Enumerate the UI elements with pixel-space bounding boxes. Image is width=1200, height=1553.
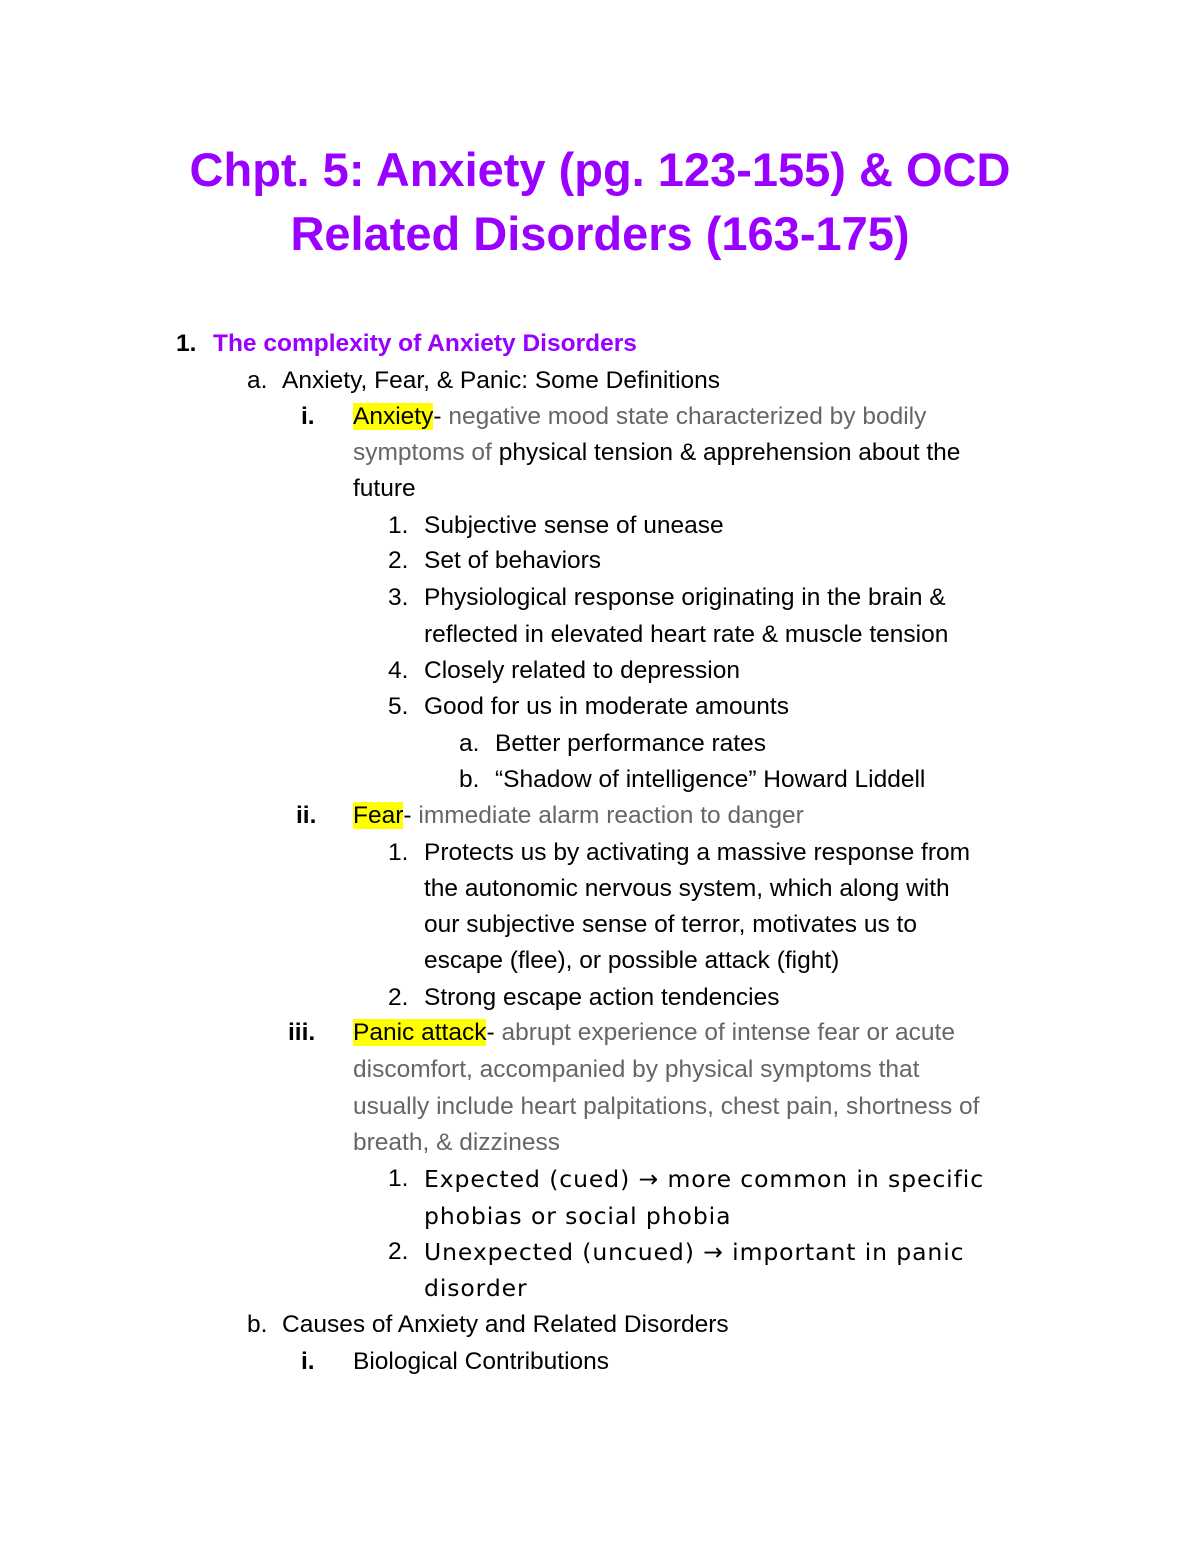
list-item-text-cont: reflected in elevated heart rate & muscle tension bbox=[424, 621, 949, 648]
list-marker: a. bbox=[459, 730, 480, 757]
list-item-text: Physiological response originating in the brain & bbox=[424, 584, 946, 611]
list-item-text: Biological Contributions bbox=[353, 1348, 610, 1375]
list-item-text: Unexpected (uncued) → important in panic bbox=[424, 1238, 965, 1266]
title-line-2: Related Disorders (163-175) bbox=[290, 207, 910, 260]
page-title bbox=[100, 138, 1100, 266]
list-item-text: Subjective sense of unease bbox=[424, 512, 724, 539]
definition-text: immediate alarm reaction to danger bbox=[411, 802, 804, 829]
definition-text: abrupt experience of intense fear or acute bbox=[494, 1019, 955, 1046]
list-item-text: Closely related to depression bbox=[424, 657, 740, 684]
list-item-text-cont: disorder bbox=[424, 1274, 528, 1302]
highlighted-term: Panic attack bbox=[353, 1019, 487, 1046]
list-marker: 4. bbox=[388, 657, 409, 684]
subsection-heading: Anxiety, Fear, & Panic: Some Definitions bbox=[282, 367, 721, 394]
list-marker: 2. bbox=[388, 1238, 409, 1265]
list-marker: i. bbox=[301, 403, 315, 430]
list-item-text-cont: escape (flee), or possible attack (fight) bbox=[424, 947, 840, 974]
list-item-text-cont: the autonomic nervous system, which along with bbox=[424, 875, 950, 902]
list-item-text: “Shadow of intelligence” Howard Liddell bbox=[495, 766, 926, 793]
title-line-1: Chpt. 5: Anxiety (pg. 123-155) & OCD bbox=[189, 143, 1011, 196]
list-marker: 3. bbox=[388, 584, 409, 611]
list-marker: b. bbox=[247, 1311, 268, 1338]
list-marker: 2. bbox=[388, 547, 409, 574]
highlighted-term: Anxiety bbox=[353, 403, 434, 430]
term-separator: - bbox=[486, 1019, 495, 1046]
definition-anxiety-cont: future bbox=[353, 475, 416, 502]
list-item-text: Set of behaviors bbox=[424, 547, 602, 574]
definition-text: physical tension & apprehension about the bbox=[498, 439, 961, 466]
term-separator: - bbox=[433, 403, 442, 430]
list-marker: i. bbox=[301, 1348, 315, 1375]
list-marker: iii. bbox=[288, 1019, 316, 1046]
list-item-text: Expected (cued) → more common in specific bbox=[424, 1165, 985, 1193]
list-item-text-cont: phobias or social phobia bbox=[424, 1202, 732, 1230]
list-marker: ii. bbox=[296, 802, 317, 829]
list-marker: 1. bbox=[388, 1165, 409, 1192]
list-marker: 1. bbox=[388, 839, 409, 866]
definition-text: symptoms of bbox=[353, 439, 499, 466]
term-separator: - bbox=[403, 802, 412, 829]
definition-anxiety-cont bbox=[353, 435, 960, 472]
list-marker: 2. bbox=[388, 984, 409, 1011]
list-marker: b. bbox=[459, 766, 480, 793]
list-marker: a. bbox=[247, 367, 268, 394]
definition-text-cont: breath, & dizziness bbox=[353, 1129, 560, 1156]
definition-text-cont: usually include heart palpitations, chest pain, shortness of bbox=[353, 1093, 980, 1120]
list-item-text-cont: our subjective sense of terror, motivates us to bbox=[424, 911, 917, 938]
list-item-text: Better performance rates bbox=[495, 730, 766, 757]
definition-text: negative mood state characterized by bodily bbox=[441, 403, 927, 430]
definition-text-cont: discomfort, accompanied by physical symptoms that bbox=[353, 1056, 920, 1083]
list-item-text: Protects us by activating a massive response from bbox=[424, 839, 971, 866]
subsection-heading: Causes of Anxiety and Related Disorders bbox=[282, 1311, 729, 1338]
list-marker: 1. bbox=[176, 330, 197, 357]
list-item-text: Good for us in moderate amounts bbox=[424, 693, 789, 720]
list-marker: 5. bbox=[388, 693, 409, 720]
section-heading: The complexity of Anxiety Disorders bbox=[213, 330, 637, 357]
list-item-text: Strong escape action tendencies bbox=[424, 984, 780, 1011]
highlighted-term: Fear bbox=[353, 802, 404, 829]
list-marker: 1. bbox=[388, 512, 409, 539]
